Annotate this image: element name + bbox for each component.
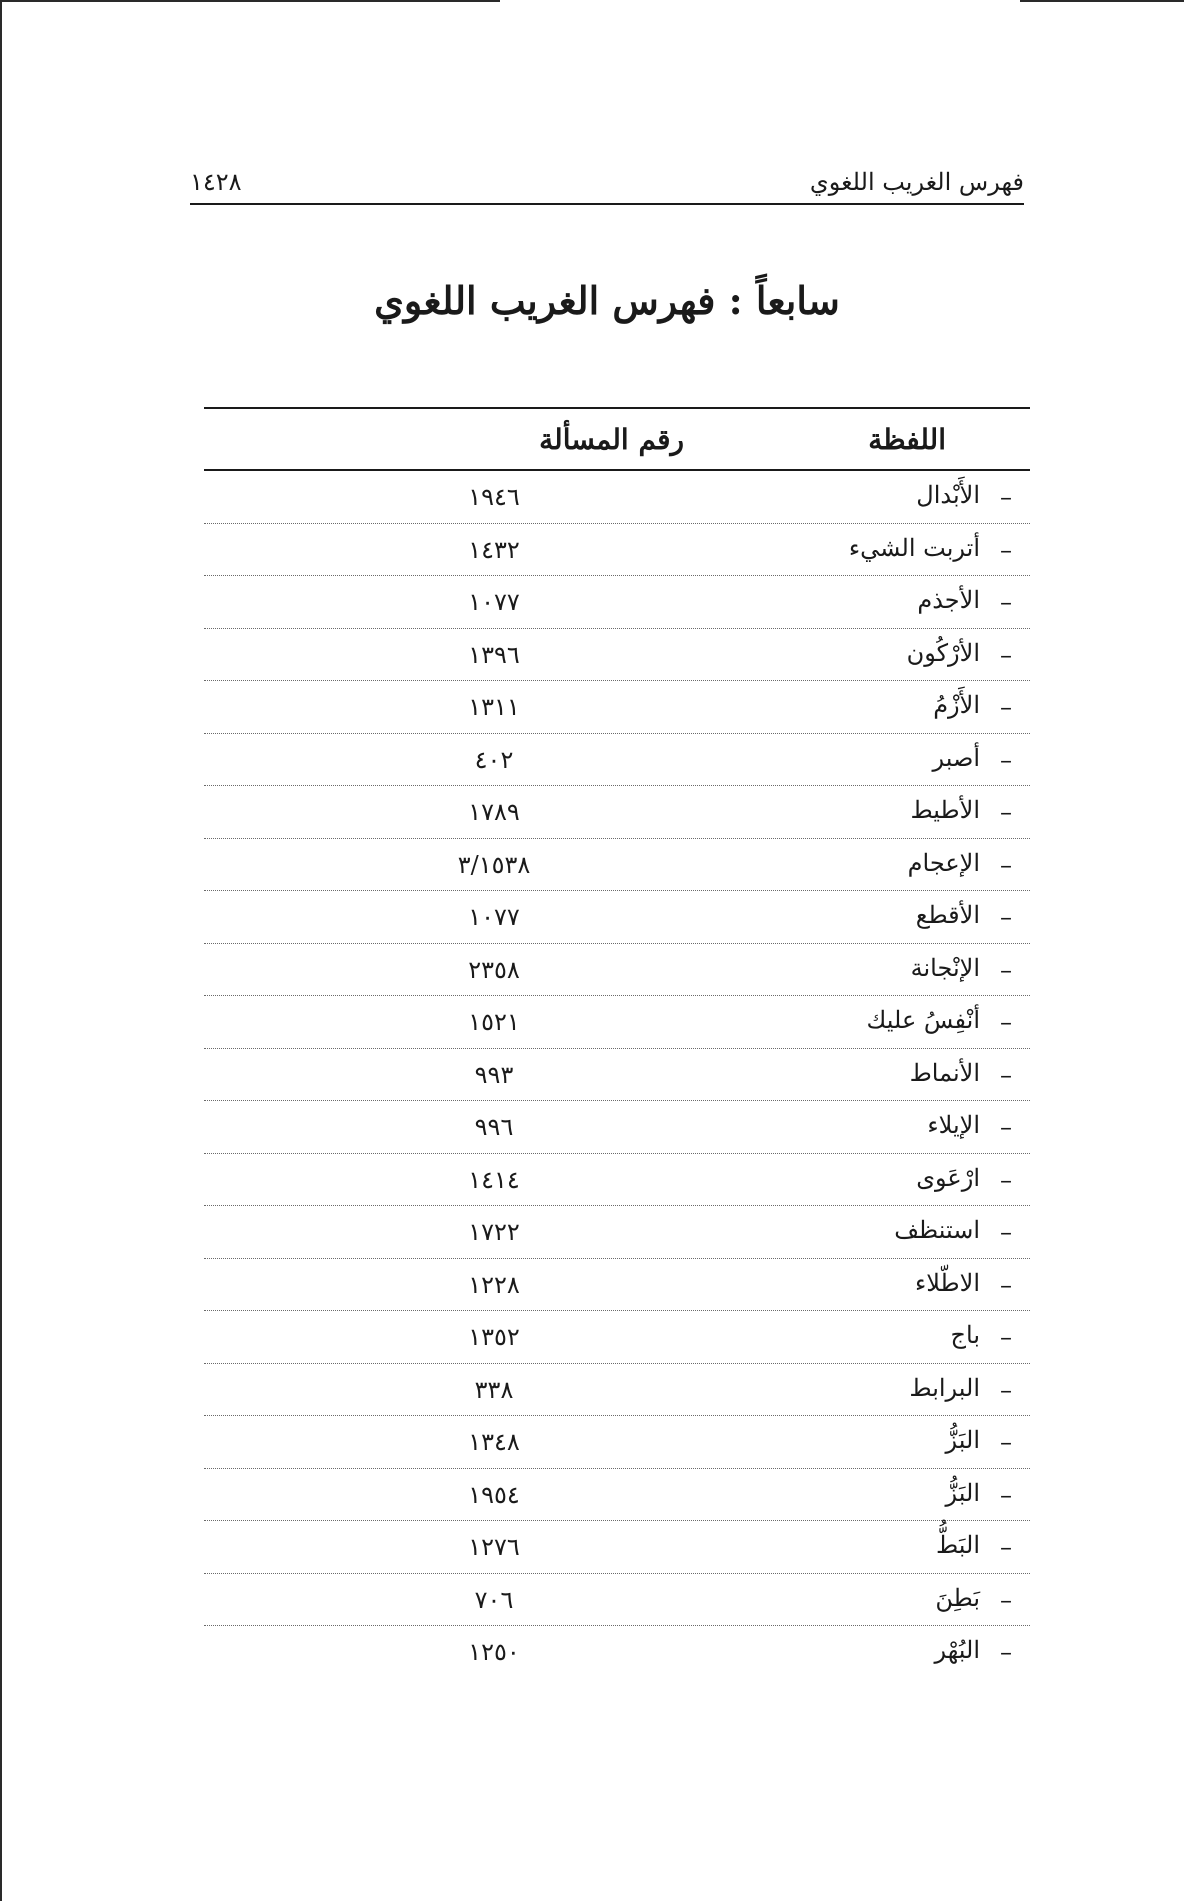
row-word: البَزُّ	[945, 1426, 980, 1454]
row-dash: –	[1000, 1480, 1012, 1509]
row-number: ١٢٢٨	[468, 1270, 520, 1299]
row-word: البُهْر	[934, 1636, 980, 1664]
row-word: استنظف	[894, 1216, 980, 1244]
row-number: ١٢٥٠	[468, 1638, 520, 1666]
row-dash: –	[1000, 1060, 1012, 1089]
row-dash: –	[1000, 745, 1012, 774]
row-dash: –	[1000, 693, 1012, 721]
table-row	[204, 1416, 1030, 1469]
row-word: الإنْجانة	[910, 953, 980, 982]
table-header	[204, 409, 1030, 469]
table-row	[204, 524, 1030, 577]
row-dash: –	[1000, 903, 1012, 931]
table-row	[204, 1469, 1030, 1522]
row-number: ١٩٤٦	[468, 483, 520, 511]
row-number: ١٢٧٦	[468, 1533, 520, 1561]
row-number: ١٧٢٢	[468, 1218, 520, 1246]
table-row	[204, 629, 1030, 682]
row-number: ٢٣٥٨	[468, 955, 520, 984]
row-word: البرابط	[909, 1373, 980, 1402]
row-dash: –	[1000, 955, 1012, 984]
row-dash: –	[1000, 1428, 1012, 1456]
row-word: الأَبْدال	[916, 481, 980, 509]
table-row	[204, 1101, 1030, 1154]
row-dash: –	[1000, 798, 1012, 826]
row-word: الإعجام	[907, 848, 980, 877]
row-word: البَزُّ	[945, 1478, 980, 1507]
section-title: سابعاً : فهرس الغريب اللغوي	[374, 278, 840, 323]
table-row	[204, 576, 1030, 629]
row-dash: –	[1000, 588, 1012, 616]
table-row	[204, 681, 1030, 734]
row-word: الأطيط	[910, 796, 980, 824]
row-number: ١٥٢١	[468, 1008, 520, 1036]
row-word: البَطُّ	[935, 1531, 980, 1559]
row-dash: –	[1000, 640, 1012, 669]
table-row	[204, 1574, 1030, 1627]
row-word: الأنماط	[909, 1058, 980, 1087]
row-word: بَطِنَ	[935, 1583, 980, 1612]
row-number: ٣٣٨	[474, 1375, 514, 1404]
row-word: أتربت الشيء	[848, 533, 980, 562]
glossary-index-table	[204, 407, 1030, 1678]
row-number: ١٤١٤	[468, 1165, 520, 1194]
row-word: الأجذم	[917, 586, 980, 614]
row-dash: –	[1000, 535, 1012, 564]
row-dash: –	[1000, 1638, 1012, 1666]
table-row	[204, 1154, 1030, 1207]
running-title: فهرس الغريب اللغوي	[809, 168, 1024, 196]
row-number: ١٣٩٦	[468, 640, 520, 669]
row-word: أنْفِسُ عليك	[866, 1006, 980, 1034]
row-dash: –	[1000, 1165, 1012, 1194]
row-word: الإيلاء	[927, 1111, 980, 1139]
table-row	[204, 1206, 1030, 1259]
table-row	[204, 734, 1030, 787]
row-number: ٩٩٣	[474, 1060, 514, 1089]
row-number: ١٩٥٤	[468, 1480, 520, 1509]
row-dash: –	[1000, 850, 1012, 879]
row-word: الاطّلاء	[914, 1268, 980, 1297]
row-word: الأرْكُون	[906, 638, 980, 667]
table-row	[204, 891, 1030, 944]
row-number: ١٠٧٧	[468, 588, 520, 616]
row-dash: –	[1000, 1375, 1012, 1404]
running-head	[190, 168, 1024, 204]
row-dash: –	[1000, 1323, 1012, 1351]
row-number: ١٣٤٨	[468, 1428, 520, 1456]
row-dash: –	[1000, 483, 1012, 511]
table-row	[204, 996, 1030, 1049]
table-row	[204, 786, 1030, 839]
row-number: ١٠٧٧	[468, 903, 520, 931]
table-row	[204, 471, 1030, 524]
row-number: ٧٠٦	[474, 1585, 514, 1614]
row-number: ٩٩٦	[474, 1113, 514, 1141]
row-word: الأقطع	[915, 901, 980, 929]
row-dash: –	[1000, 1585, 1012, 1614]
row-number: ٣/١٥٣٨	[457, 850, 531, 879]
row-dash: –	[1000, 1270, 1012, 1299]
column-header-number: رقم المسألة	[539, 423, 684, 456]
row-dash: –	[1000, 1218, 1012, 1246]
row-number: ١٣١١	[468, 693, 520, 721]
table-row	[204, 944, 1030, 997]
row-dash: –	[1000, 1008, 1012, 1036]
table-row	[204, 1626, 1030, 1678]
page-number: ١٤٢٨	[190, 168, 242, 196]
row-word: الأَزْمُ	[933, 691, 980, 719]
table-row	[204, 1364, 1030, 1417]
table-row	[204, 1311, 1030, 1364]
header-rule	[190, 203, 1024, 205]
table-body	[204, 471, 1030, 1678]
column-header-word: اللفظة	[868, 423, 946, 456]
row-dash: –	[1000, 1533, 1012, 1561]
row-number: ١٧٨٩	[468, 798, 520, 826]
table-row	[204, 1049, 1030, 1102]
row-number: ١٣٥٢	[468, 1323, 520, 1351]
row-word: ارْعَوى	[916, 1163, 980, 1192]
table-row	[204, 1521, 1030, 1574]
row-word: أصبر	[932, 743, 980, 772]
row-word: باج	[950, 1321, 980, 1349]
row-dash: –	[1000, 1113, 1012, 1141]
row-number: ١٤٣٢	[468, 535, 520, 564]
row-number: ٤٠٢	[474, 745, 514, 774]
table-row	[204, 839, 1030, 892]
table-row	[204, 1259, 1030, 1312]
